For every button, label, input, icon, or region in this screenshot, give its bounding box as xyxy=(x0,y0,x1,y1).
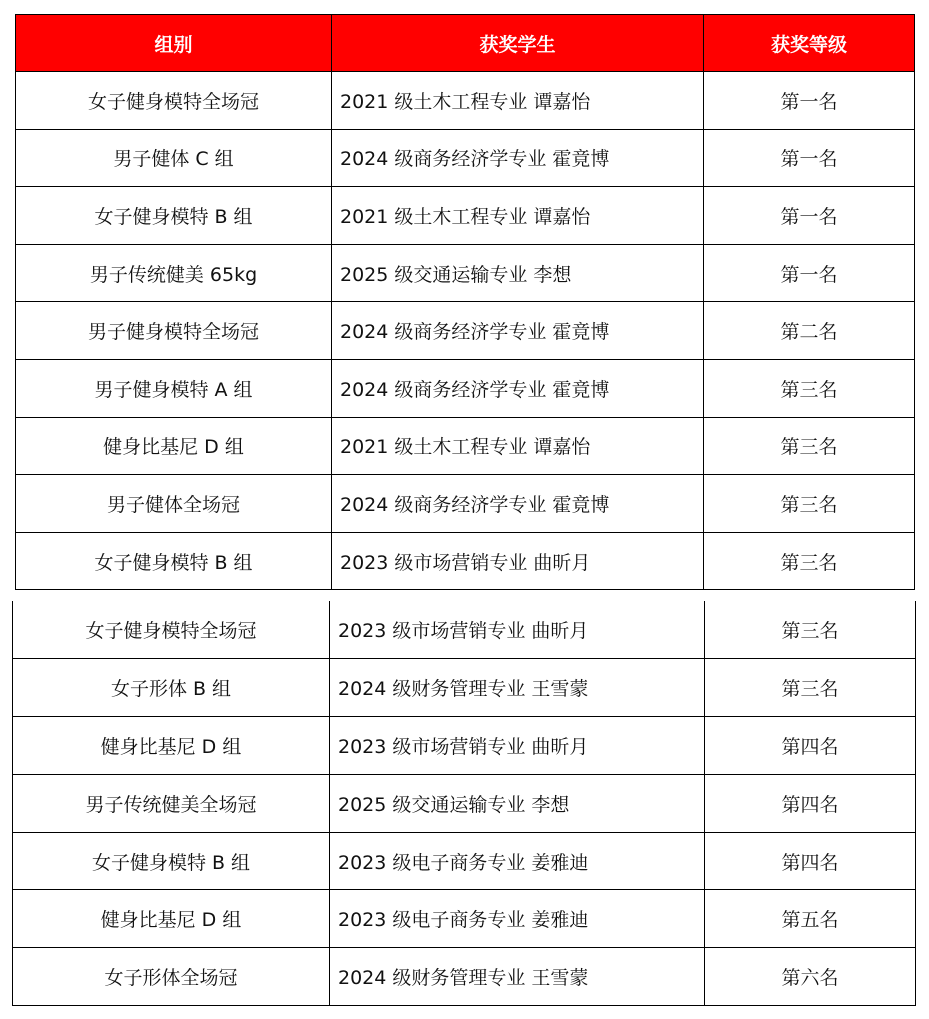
cell-level: 第四名 xyxy=(705,774,916,832)
cell-student: 2021 级土木工程专业 谭嘉怡 xyxy=(332,187,704,245)
cell-student: 2024 级商务经济学专业 霍竟博 xyxy=(332,129,704,187)
header-level: 获奖等级 xyxy=(704,15,915,72)
cell-level: 第三名 xyxy=(705,659,916,717)
cell-student: 2021 级土木工程专业 谭嘉怡 xyxy=(332,72,704,130)
cell-group: 女子形体 B 组 xyxy=(13,659,330,717)
cell-student: 2024 级财务管理专业 王雪蒙 xyxy=(330,948,705,1006)
table-row xyxy=(16,72,915,130)
cell-student: 2025 级交通运输专业 李想 xyxy=(330,774,705,832)
awards-table-top xyxy=(15,14,915,590)
table-row xyxy=(16,129,915,187)
cell-student: 2025 级交通运输专业 李想 xyxy=(332,244,704,302)
cell-level: 第六名 xyxy=(705,948,916,1006)
cell-student: 2024 级财务管理专业 王雪蒙 xyxy=(330,659,705,717)
awards-table-bottom xyxy=(12,601,916,1006)
cell-student: 2024 级商务经济学专业 霍竟博 xyxy=(332,302,704,360)
cell-group: 健身比基尼 D 组 xyxy=(13,717,330,775)
table-row xyxy=(13,659,916,717)
table-row xyxy=(16,417,915,475)
cell-student: 2023 级电子商务专业 姜雅迪 xyxy=(330,890,705,948)
table-row xyxy=(16,187,915,245)
cell-student: 2023 级市场营销专业 曲昕月 xyxy=(330,717,705,775)
header-group: 组别 xyxy=(16,15,332,72)
cell-student: 2023 级市场营销专业 曲昕月 xyxy=(332,532,704,590)
table-row xyxy=(13,601,916,659)
cell-level: 第三名 xyxy=(704,475,915,533)
cell-level: 第四名 xyxy=(705,717,916,775)
cell-group: 女子健身模特全场冠 xyxy=(13,601,330,659)
cell-group: 男子健体 C 组 xyxy=(16,129,332,187)
table-row xyxy=(16,302,915,360)
cell-group: 女子健身模特 B 组 xyxy=(16,532,332,590)
cell-group: 男子传统健美全场冠 xyxy=(13,774,330,832)
cell-level: 第三名 xyxy=(704,417,915,475)
cell-level: 第一名 xyxy=(704,187,915,245)
table-row xyxy=(13,717,916,775)
header-student: 获奖学生 xyxy=(332,15,704,72)
cell-level: 第一名 xyxy=(704,72,915,130)
cell-group: 健身比基尼 D 组 xyxy=(16,417,332,475)
cell-level: 第五名 xyxy=(705,890,916,948)
table-row xyxy=(13,774,916,832)
cell-group: 女子健身模特全场冠 xyxy=(16,72,332,130)
table-row xyxy=(16,475,915,533)
cell-group: 女子健身模特 B 组 xyxy=(13,832,330,890)
cell-level: 第一名 xyxy=(704,129,915,187)
cell-group: 男子健身模特全场冠 xyxy=(16,302,332,360)
table-row xyxy=(16,532,915,590)
table-row xyxy=(13,948,916,1006)
cell-level: 第二名 xyxy=(704,302,915,360)
cell-student: 2021 级土木工程专业 谭嘉怡 xyxy=(332,417,704,475)
table-row xyxy=(13,890,916,948)
cell-level: 第三名 xyxy=(704,359,915,417)
cell-group: 男子健体全场冠 xyxy=(16,475,332,533)
table-row xyxy=(16,244,915,302)
cell-level: 第四名 xyxy=(705,832,916,890)
cell-student: 2023 级市场营销专业 曲昕月 xyxy=(330,601,705,659)
cell-level: 第三名 xyxy=(704,532,915,590)
cell-student: 2024 级商务经济学专业 霍竟博 xyxy=(332,359,704,417)
cell-group: 女子形体全场冠 xyxy=(13,948,330,1006)
cell-level: 第三名 xyxy=(705,601,916,659)
cell-student: 2023 级电子商务专业 姜雅迪 xyxy=(330,832,705,890)
cell-group: 男子健身模特 A 组 xyxy=(16,359,332,417)
table-header-row xyxy=(16,15,915,72)
table-row xyxy=(13,832,916,890)
cell-student: 2024 级商务经济学专业 霍竟博 xyxy=(332,475,704,533)
cell-group: 男子传统健美 65kg xyxy=(16,244,332,302)
table-row xyxy=(16,359,915,417)
cell-group: 健身比基尼 D 组 xyxy=(13,890,330,948)
cell-group: 女子健身模特 B 组 xyxy=(16,187,332,245)
cell-level: 第一名 xyxy=(704,244,915,302)
